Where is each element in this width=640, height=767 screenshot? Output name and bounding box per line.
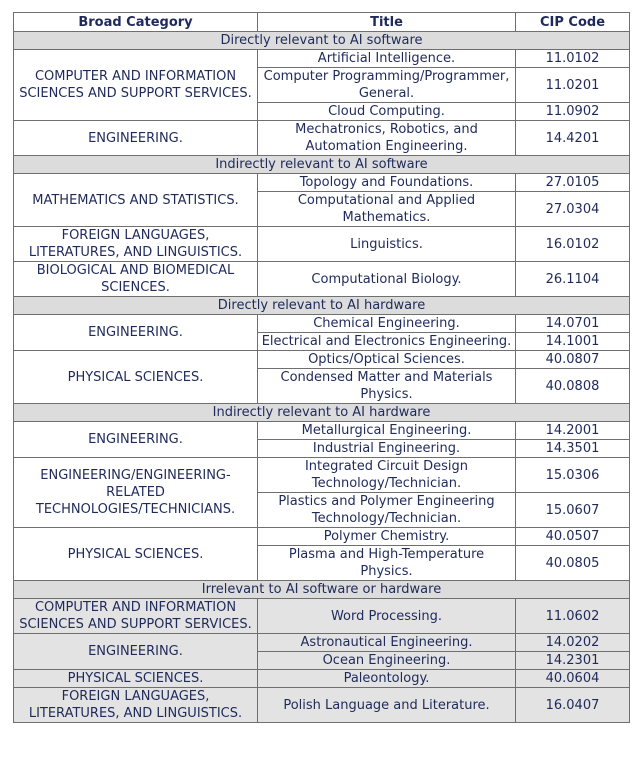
title-cell: Computational and Applied Mathematics.: [258, 192, 516, 227]
category-cell: PHYSICAL SCIENCES.: [14, 528, 258, 581]
cip-code-cell: 15.0607: [516, 493, 630, 528]
category-cell: ENGINEERING.: [14, 315, 258, 351]
table-row: [14, 688, 630, 723]
table-row: [14, 528, 630, 546]
cip-code-cell: 14.0202: [516, 634, 630, 652]
category-cell: PHYSICAL SCIENCES.: [14, 670, 258, 688]
cip-code-cell: 40.0805: [516, 546, 630, 581]
cip-code-cell: 11.0602: [516, 599, 630, 634]
title-cell: Industrial Engineering.: [258, 440, 516, 458]
category-cell: MATHEMATICS AND STATISTICS.: [14, 174, 258, 227]
cip-code-cell: 26.1104: [516, 262, 630, 297]
title-cell: Cloud Computing.: [258, 103, 516, 121]
title-cell: Artificial Intelligence.: [258, 50, 516, 68]
table-row: [14, 351, 630, 369]
table-row: [14, 315, 630, 333]
title-cell: Word Processing.: [258, 599, 516, 634]
table-row: [14, 50, 630, 68]
header-broad-category: Broad Category: [14, 13, 258, 32]
section-label: Indirectly relevant to AI hardware: [14, 404, 630, 422]
category-cell: BIOLOGICAL AND BIOMEDICAL SCIENCES.: [14, 262, 258, 297]
cip-code-cell: 11.0902: [516, 103, 630, 121]
cip-code-cell: 40.0807: [516, 351, 630, 369]
category-cell: ENGINEERING.: [14, 121, 258, 156]
cip-code-cell: 40.0507: [516, 528, 630, 546]
category-cell: COMPUTER AND INFORMATION SCIENCES AND SUPPORT SERVICES.: [14, 599, 258, 634]
cip-code-cell: 16.0102: [516, 227, 630, 262]
category-cell: ENGINEERING.: [14, 634, 258, 670]
table-row: [14, 670, 630, 688]
section-row: [14, 581, 630, 599]
cip-code-cell: 40.0604: [516, 670, 630, 688]
cip-code-cell: 11.0102: [516, 50, 630, 68]
cip-code-cell: 14.2301: [516, 652, 630, 670]
cip-table-container: [13, 12, 629, 723]
header-row: [14, 13, 630, 32]
table-row: [14, 227, 630, 262]
cip-code-cell: 11.0201: [516, 68, 630, 103]
section-row: [14, 297, 630, 315]
title-cell: Condensed Matter and Materials Physics.: [258, 369, 516, 404]
title-cell: Mechatronics, Robotics, and Automation Engineering.: [258, 121, 516, 156]
table-body: [14, 32, 630, 723]
title-cell: Optics/Optical Sciences.: [258, 351, 516, 369]
category-cell: FOREIGN LANGUAGES, LITERATURES, AND LINGUISTICS.: [14, 227, 258, 262]
title-cell: Metallurgical Engineering.: [258, 422, 516, 440]
table-row: [14, 121, 630, 156]
title-cell: Plasma and High-Temperature Physics.: [258, 546, 516, 581]
title-cell: Computer Programming/Programmer, General.: [258, 68, 516, 103]
cip-code-cell: 14.0701: [516, 315, 630, 333]
section-label: Irrelevant to AI software or hardware: [14, 581, 630, 599]
cip-code-cell: 15.0306: [516, 458, 630, 493]
section-label: Directly relevant to AI software: [14, 32, 630, 50]
cip-table: [13, 12, 630, 723]
table-row: [14, 458, 630, 493]
title-cell: Chemical Engineering.: [258, 315, 516, 333]
section-row: [14, 32, 630, 50]
header-cip-code: CIP Code: [516, 13, 630, 32]
table-row: [14, 262, 630, 297]
title-cell: Ocean Engineering.: [258, 652, 516, 670]
title-cell: Electrical and Electronics Engineering.: [258, 333, 516, 351]
section-row: [14, 404, 630, 422]
title-cell: Computational Biology.: [258, 262, 516, 297]
category-cell: ENGINEERING.: [14, 422, 258, 458]
cip-code-cell: 27.0304: [516, 192, 630, 227]
table-row: [14, 174, 630, 192]
category-cell: ENGINEERING/ENGINEERING-RELATED TECHNOLOGIES/TECHNICIANS.: [14, 458, 258, 528]
category-cell: COMPUTER AND INFORMATION SCIENCES AND SUPPORT SERVICES.: [14, 50, 258, 121]
header-title: Title: [258, 13, 516, 32]
title-cell: Paleontology.: [258, 670, 516, 688]
title-cell: Integrated Circuit Design Technology/Technician.: [258, 458, 516, 493]
cip-code-cell: 27.0105: [516, 174, 630, 192]
cip-code-cell: 14.2001: [516, 422, 630, 440]
category-cell: FOREIGN LANGUAGES, LITERATURES, AND LINGUISTICS.: [14, 688, 258, 723]
title-cell: Polish Language and Literature.: [258, 688, 516, 723]
category-cell: PHYSICAL SCIENCES.: [14, 351, 258, 404]
title-cell: Plastics and Polymer Engineering Technology/Technician.: [258, 493, 516, 528]
section-label: Directly relevant to AI hardware: [14, 297, 630, 315]
title-cell: Astronautical Engineering.: [258, 634, 516, 652]
title-cell: Linguistics.: [258, 227, 516, 262]
section-label: Indirectly relevant to AI software: [14, 156, 630, 174]
section-row: [14, 156, 630, 174]
cip-code-cell: 14.4201: [516, 121, 630, 156]
table-row: [14, 634, 630, 652]
cip-code-cell: 16.0407: [516, 688, 630, 723]
title-cell: Topology and Foundations.: [258, 174, 516, 192]
table-row: [14, 599, 630, 634]
title-cell: Polymer Chemistry.: [258, 528, 516, 546]
cip-code-cell: 14.1001: [516, 333, 630, 351]
table-row: [14, 422, 630, 440]
cip-code-cell: 14.3501: [516, 440, 630, 458]
cip-code-cell: 40.0808: [516, 369, 630, 404]
